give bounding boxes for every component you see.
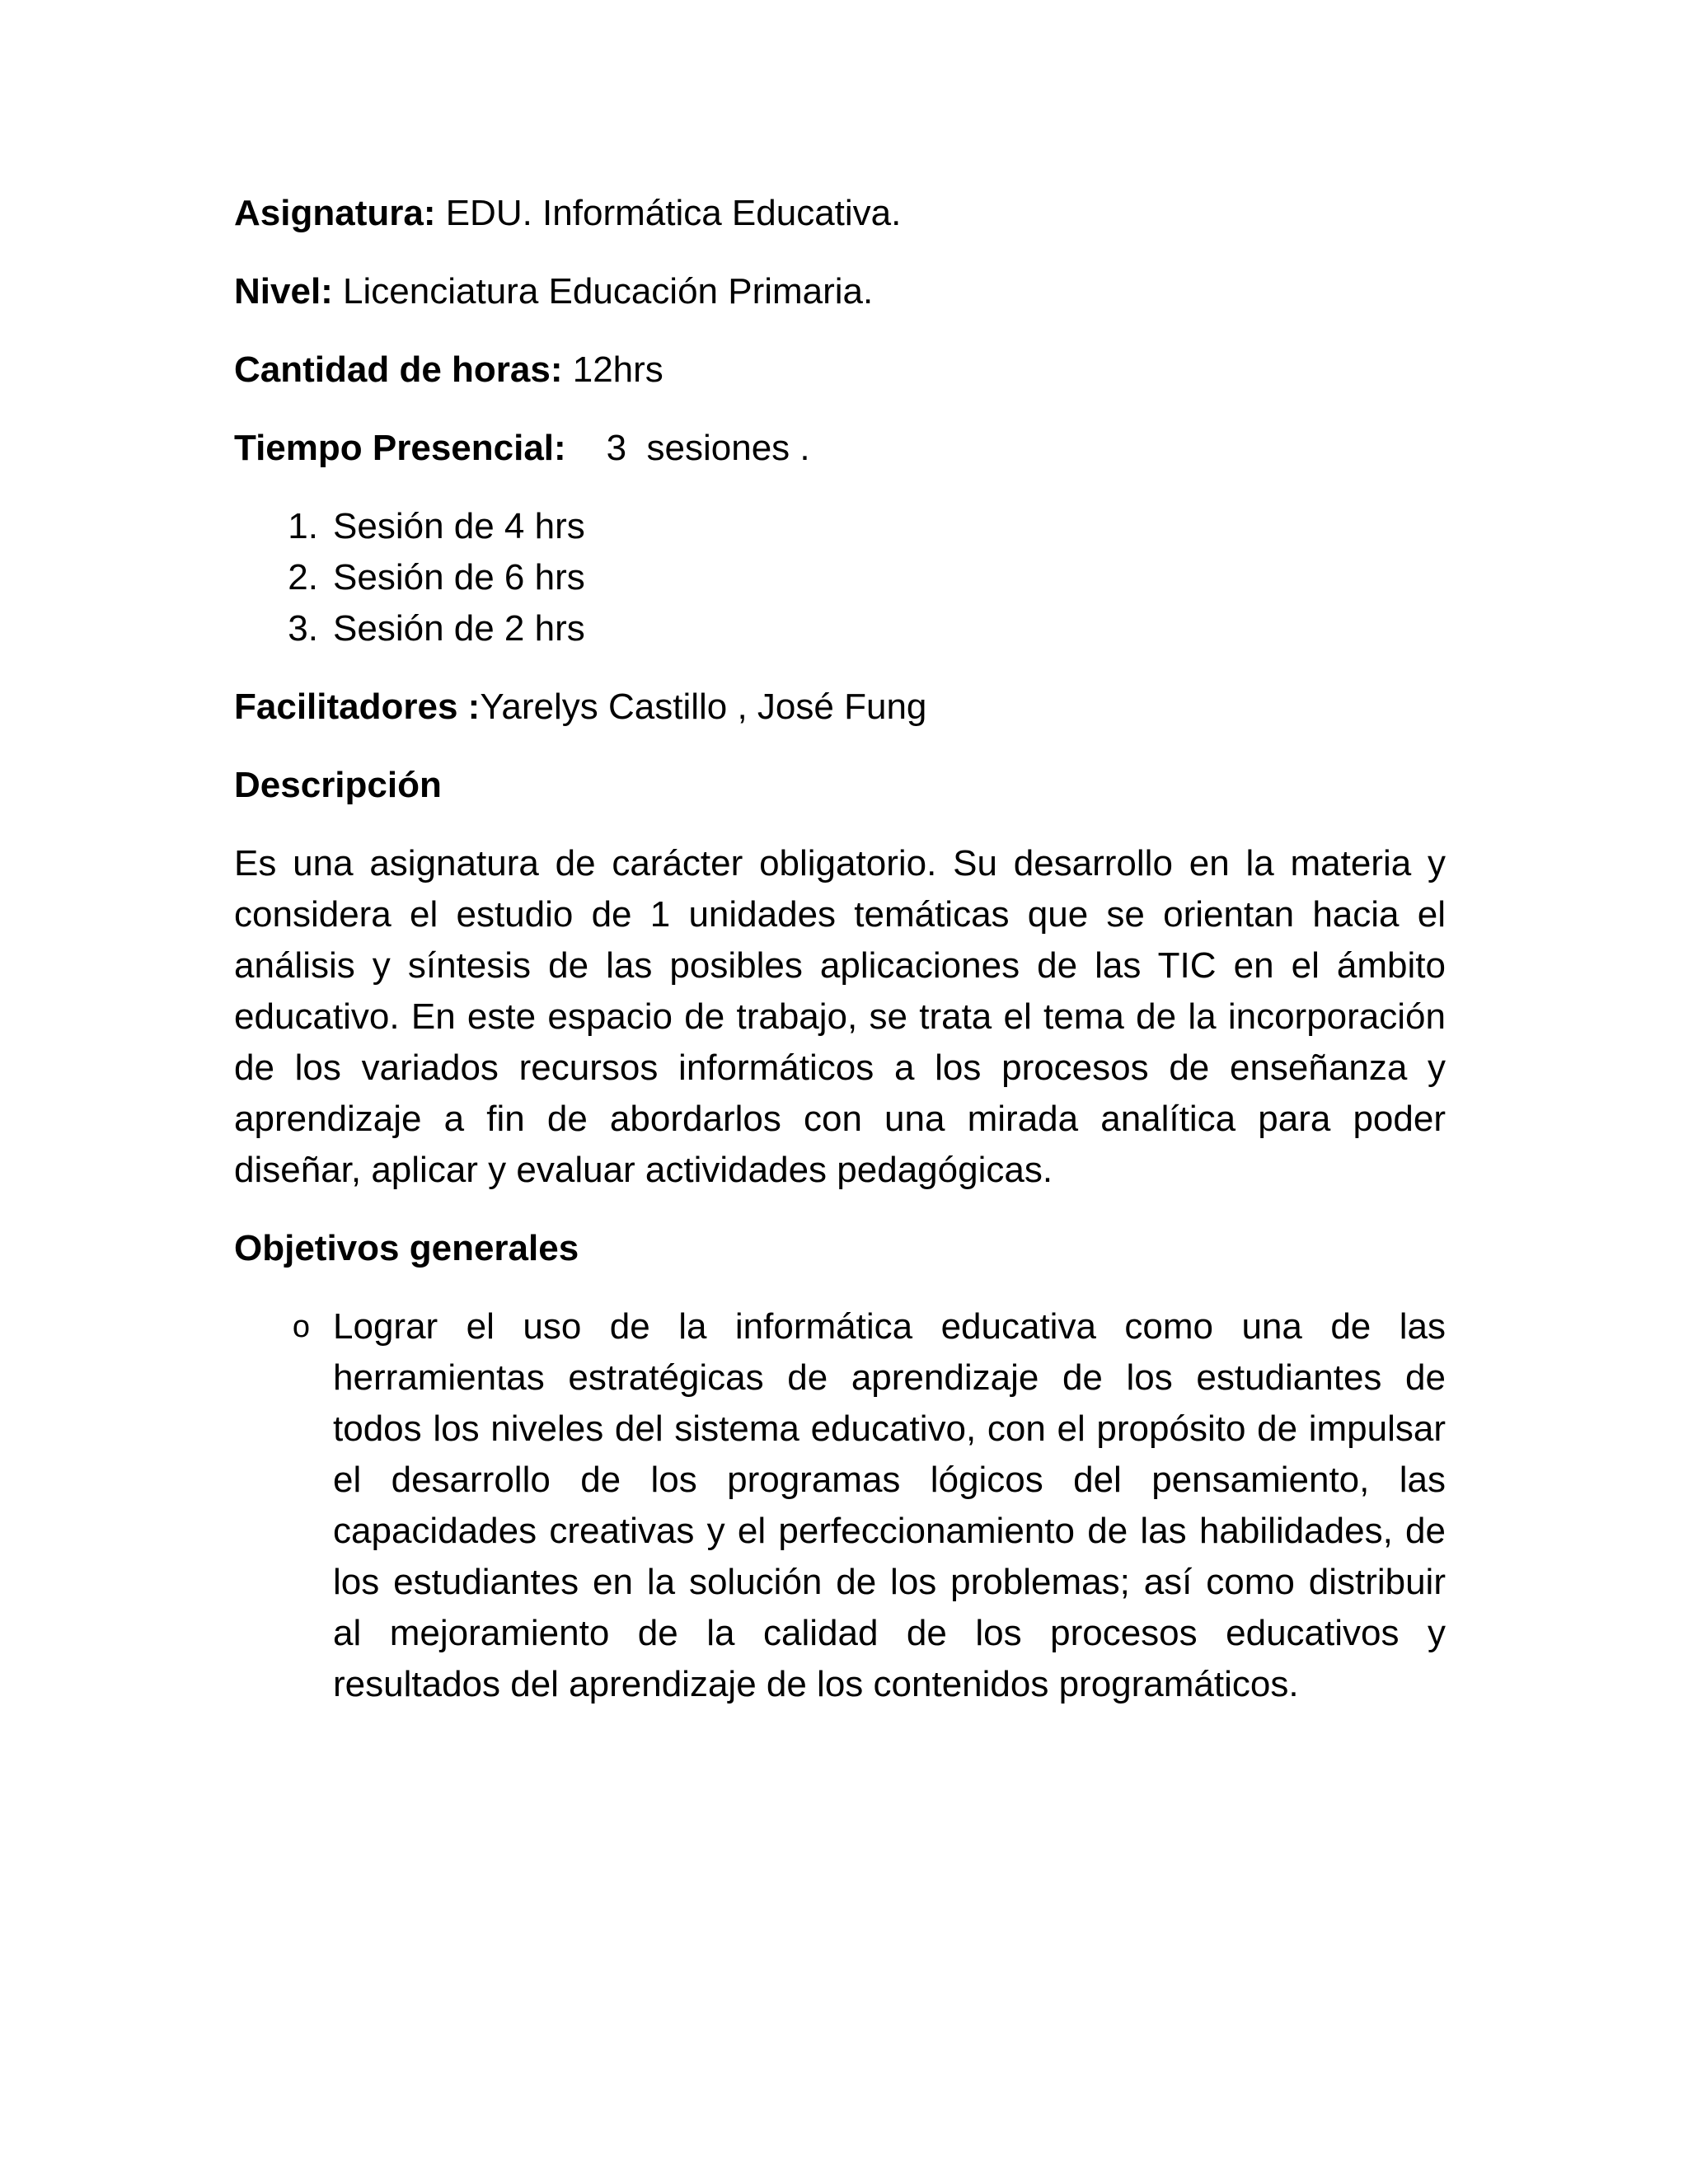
- session-text: Sesión de 4 hrs: [333, 506, 585, 546]
- sessions-list: [234, 501, 1446, 654]
- descripcion-heading: Descripción: [234, 765, 442, 805]
- objetivos-heading: Objetivos generales: [234, 1228, 579, 1268]
- facilitadores-value: Yarelys Castillo , José Fung: [480, 687, 927, 727]
- cantidad-horas-label: Cantidad de horas:: [234, 349, 563, 390]
- session-item: [234, 501, 1446, 552]
- facilitadores-line: [234, 682, 1446, 733]
- objective-text: Lograr el uso de la informática educativa como una de las herramientas estratégicas de aprendizaje de los estudiantes de todos los niveles del sistema educativo, con el propósito de impulsar el desarrollo de los programas lógicos del pensamiento, las capacidades creativas y el perfeccionamiento de las habilidades, de los estudiantes en la solución de los problemas; así como distribuir al mejoramiento de la calidad de los procesos educativos y resultados del aprendizaje de los contenidos programáticos.: [333, 1306, 1446, 1704]
- tiempo-presencial-value: 3 sesiones .: [565, 428, 810, 468]
- cantidad-horas-line: [234, 344, 1446, 396]
- facilitadores-label: Facilitadores :: [234, 687, 481, 727]
- nivel-value: Licenciatura Educación Primaria.: [332, 271, 874, 312]
- session-number: 3.: [288, 608, 318, 649]
- session-item: [234, 552, 1446, 603]
- nivel-label: Nivel:: [234, 271, 333, 312]
- objectives-list: [234, 1301, 1446, 1710]
- hollow-bullet-icon: o: [292, 1310, 310, 1344]
- tiempo-presencial-line: [234, 423, 1446, 474]
- session-number: 1.: [288, 506, 318, 546]
- session-text: Sesión de 6 hrs: [333, 557, 585, 598]
- asignatura-value: EDU. Informática Educativa.: [435, 193, 902, 233]
- nivel-line: [234, 266, 1446, 317]
- session-number: 2.: [288, 557, 318, 598]
- session-item: [234, 603, 1446, 654]
- descripcion-text: Es una asignatura de carácter obligatorio. Su desarrollo en la materia y considera el estudio de 1 unidades temáticas que se orientan hacia el análisis y síntesis de las posibles aplicaciones de las TIC en el ámbito educativo. En este espacio de trabajo, se trata el tema de la incorporación de los variados recursos informáticos a los procesos de enseñanza y aprendizaje a fin de abordarlos con una mirada analítica para poder diseñar, aplicar y evaluar actividades pedagógicas.: [234, 843, 1446, 1190]
- session-text: Sesión de 2 hrs: [333, 608, 585, 649]
- cantidad-horas-value: 12hrs: [562, 349, 663, 390]
- tiempo-presencial-label: Tiempo Presencial:: [234, 428, 566, 468]
- document-page: [234, 188, 1446, 1710]
- objective-item: [234, 1301, 1446, 1710]
- asignatura-label: Asignatura:: [234, 193, 436, 233]
- asignatura-line: [234, 188, 1446, 239]
